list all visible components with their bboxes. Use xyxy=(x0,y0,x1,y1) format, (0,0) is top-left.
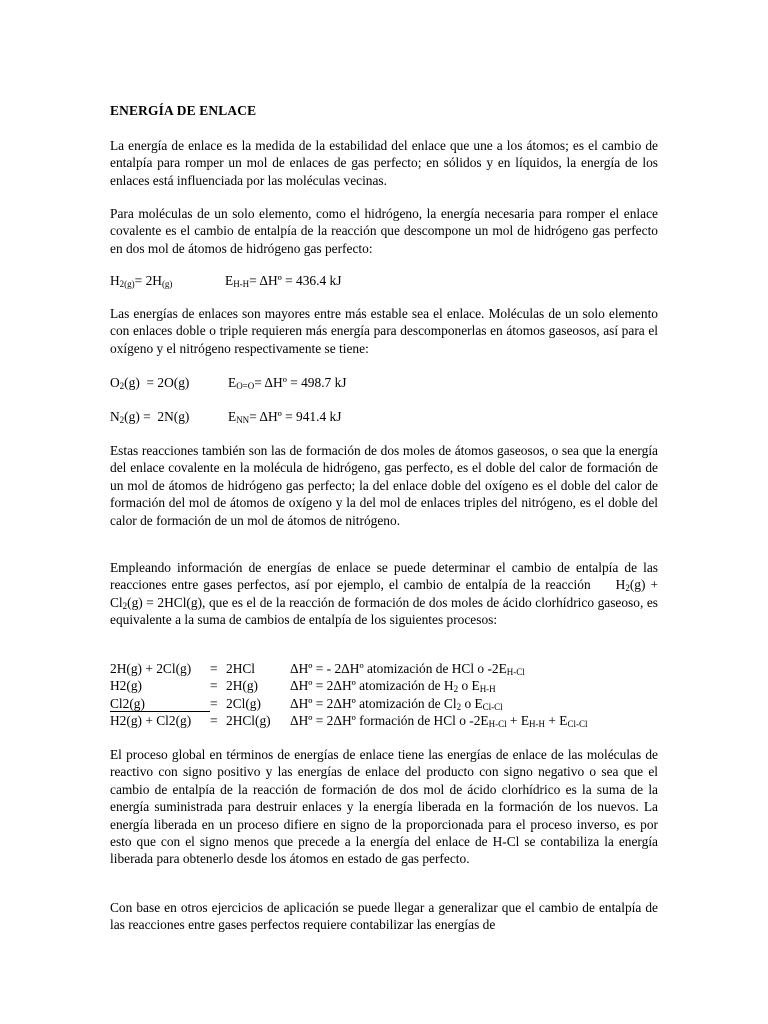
reaction-row: 2H(g) + 2Cl(g) = 2HCl ΔHº = - 2ΔHº atomización de HCl o $-2E_{H-Cl}$ xyxy=(110,661,525,677)
paragraph-6: El proceso global en términos de energías de enlace tiene las energías de enlace de las moléculas de reactivo con signo positivo y las energías de enlace del producto con signo negativo o sea que el cambio de entalpía de la reacción de formación de dos mol de ácido clorhídrico es la suma de la energía suministrada para destruir enlaces y la energía liberada en la formación de los nuevos. La energía liberada en un proceso difiere en signo de la proporcionada para el proceso inverso, es por esto que con el signo menos que precede a la energía del enlace de H-Cl se contabiliza la energía liberada para obtenerlo desde los átomos en estado de gas perfecto. xyxy=(110,747,658,867)
reaction-row: Cl2(g) = 2Cl(g) ΔHº = 2ΔHº atomización de $Cl_2$ o $E_{Cl-Cl}$ xyxy=(110,695,503,712)
reaction-row: H2(g) = 2H(g) ΔHº = 2ΔHº atomización de $H_2$ o $E_{H-H}$ xyxy=(110,678,496,695)
paragraph-3: Las energías de enlaces son mayores entre más estable sea el enlace. Moléculas de un solo elemento con enlaces doble o triple requieren más energía para descomponerlas en átomos gaseosos, así para el oxígeno y el nitrógeno respectivamente se tiene: xyxy=(110,306,658,356)
paragraph-4: Estas reacciones también son las de formación de dos moles de átomos gaseosos, o sea que la energía del enlace covalente en la molécula de hidrógeno, gas perfecto, es el doble del calor de formación de un mol de átomos de hidrógeno gas perfecto; la del enlace doble del oxígeno es el doble del calor de formación del mol de átomos de oxígeno y la del mol de enlaces triples del nitrógeno, es el doble del calor de formación de un mol de átomos de nitrógeno. xyxy=(110,443,658,528)
paragraph-2: Para moléculas de un solo elemento, como el hidrógeno, la energía necesaria para romper el enlace covalente es el cambio de entalpía de la reacción que descompone un mol de hidrógeno gas perfecto en dos mol de átomos de hidrógeno gas perfecto: xyxy=(110,206,658,256)
equation-nitrogen: $N_2(g) = 2N(g)$ $E_{NN}=$ ΔHº = 941.4 kJ xyxy=(110,409,342,425)
document-title: ENERGÍA DE ENLACE xyxy=(110,103,257,118)
paragraph-7: Con base en otros ejercicios de aplicación se puede llegar a generalizar que el cambio de entalpía de las reacciones entre gases perfectos requiere contabilizar las energías de xyxy=(110,900,658,933)
reaction-row: H2(g) + Cl2(g) = 2HCl(g) ΔHº = 2ΔHº formación de HCl o $-2E_{H-Cl} + E_{H-H} + E_{Cl-Cl}$ xyxy=(110,712,588,729)
equation-oxygen: $O_2(g) = 2O(g)$ $E_{O=O}=$ ΔHº = 498.7 kJ xyxy=(110,375,347,391)
reaction-list xyxy=(110,660,658,729)
equation-hydrogen: $H_{2(g)}= 2H_{(g)}$ $E_{H-H}=$ ΔHº = 436.4 kJ xyxy=(110,273,342,289)
paragraph-1: La energía de enlace es la medida de la estabilidad del enlace que une a los átomos; es el cambio de entalpía para romper un mol de enlaces de gas perfecto; en sólidos y en líquidos, la energía de los enlaces está influenciada por las moléculas vecinas. xyxy=(110,138,658,188)
paragraph-5: Empleando información de energías de enlace se puede determinar el cambio de entalpía de las reacciones entre gases perfectos, así por ejemplo, el cambio de entalpía de la reacción $H_2(g) + Cl_2(g) = 2HCl(g)$, que es el de la reacción de formación de dos moles de ácido clorhídrico gaseoso, es equivalente a la suma de cambios de entalpía de los siguientes procesos: xyxy=(110,560,659,628)
